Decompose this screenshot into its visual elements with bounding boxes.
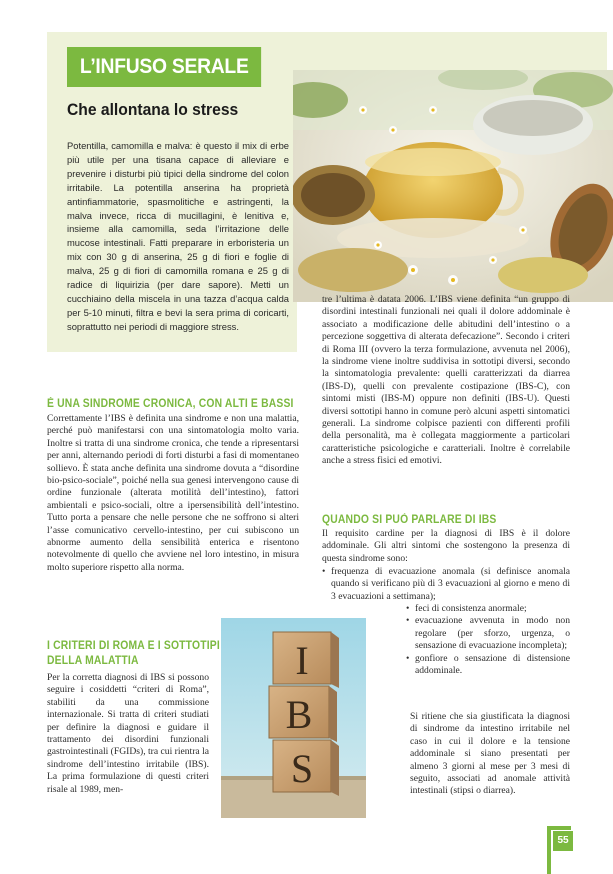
right-column-text: tre l’ultima è datata 2006. L’IBS viene definita “un gruppo di disordini intestinali funzionali nei quali il dolore addominale è associato a modificazione delle abitudini dell’intestino o a percezione soggettiva di alterata defecazione”. Secondo i criteri di Roma III (ovvero la terza formulazione, avvenuta nel 2006), la sindrome viene inoltre suddivisa in sottotipi diversi, secondo la sintomatologia prevalente: quelli caratterizzati da diarrea (IBS-D), quelli con prevalente costipazione (IBS-C), con sintomi misti (IBS-M) oppure non definiti (IBS-U). Questi diversi sottotipi hanno in comune però alcuni aspetti sintomatici generali. La sindrome colpisce pazienti con differenti profili della personalità, ma è collegata maggiormente a particolari caratteristiche psicologiche e caratteriali. Inoltre è correlabile anche a stress fisici ed emotivi.	[322, 294, 570, 467]
box-body-text: Potentilla, camomilla e malva: è questo il mix di erbe più utile per una tisana capace di alleviare e prevenire i disturbi più tipici della sindrome del colon irritabile. La potentilla anserina ha proprietà antinfiammatorie, spasmolitiche e astringenti, la malva invece, ricca di mucillagini, è lenitiva e, insieme alla camomilla, seda l’irritazione delle mucose intestinali. Fatti preparare in erboristeria un mix con 30 g di anserina, 25 g di fiori e foglie di malva, 25 g di fiori di camomilla romana e 25 g di radice di liquirizia (per dare sapore). Metti un cucchiaino della miscela in una tazza d’acqua calda per 5-10 minuti, filtra e bevi la sera prima di coricarti, soprattutto nei periodi di maggiore stress.	[67, 140, 289, 332]
symptom-list-item: • feci di consistenza anormale;	[406, 603, 570, 615]
symptom-list-item: • frequenza di evacuazione anomala (si definisce anomala quando si verificano più di 3 evacuazioni al giorno e meno di 3 evacuazioni a settimana);	[322, 566, 570, 603]
ibs-block-letter-i: I	[295, 638, 309, 683]
section-title-rome-criteria-line1: I CRITERI DI ROMA E I SOTTOTIPI	[47, 640, 220, 652]
symptom-list	[322, 566, 570, 603]
symptom-list-item: • evacuazione avvenuta in modo non regolare (per sforzo, urgenza, o sensazione di evacuazione incompleta);	[406, 615, 570, 652]
ibs-block-letter-s: S	[290, 746, 314, 791]
section-text-rome-criteria: Per la corretta diagnosi di IBS si possono seguire i cosiddetti “criteri di Roma”, stabiliti da una commissione internazionale. Si tratta di criteri studiati per definire la diagnosi e guidare il trattamento dei disordini funzionali gastrointestinali (FGIDs), tra cui rientra la sindrome dell’intestino irritabile (IBS). La prima formulazione di questi criteri risale al 1989, men-	[47, 672, 209, 795]
ibs-blocks-photo	[221, 618, 366, 818]
section-text-when-ibs-closing: Si ritiene che sia giustificata la diagnosi di sindrome da intestino irritabile nel caso in cui il dolore e la tensione addominale si siano presentati per almeno 3 giorni al mese per 3 mesi di seguito, associati ad anomale attività intestinali (stipsi o diarrea).	[410, 711, 570, 797]
section-title-when-ibs: QUANDO SI PUÒ PARLARE DI IBS	[322, 514, 497, 526]
ibs-block-letter-b: B	[285, 692, 313, 737]
box-heading: L’INFUSO SERALE	[67, 47, 261, 87]
section-title-rome-criteria-line2: DELLA MALATTIA	[47, 655, 139, 667]
section-text-when-ibs-intro: Il requisito cardine per la diagnosi di IBS è il dolore addominale. Gli altri sintomi che sostengono la presenza di questa sindrome sono:	[322, 528, 570, 564]
section-text-chronic: Correttamente l’IBS è definita una sindrome e non una malattia, perché può manifestarsi con una sintomatologia molto varia. Inoltre si tratta di una sindrome cronica, che tende a ripresentarsi per anni, alternando periodi di forti disturbi a fasi di momentaneo sollievo. È stata anche definita una sindrome dovuta a “disordine bio-psico-sociale”, poiché nella sua genesi intervengono cause di ordine funzionale (alterata motilità dell’intestino), fattori ambientali e psico-sociali, oltre a ipersensibilità dell’intestino. Tutto porta a pensare che nelle persone che ne soffrono si alteri l’asse comunicativo cervello-intestino, per cui subiscono un abnorme aumento della sensibilità enterica e risentono notevolmente di quello che avviene nel loro intestino, in misura molto superiore rispetto alla norma.	[47, 413, 299, 573]
section-title-chronic: È UNA SINDROME CRONICA, CON ALTI E BASSI	[47, 398, 294, 410]
symptom-list-continued	[406, 603, 570, 677]
page-number: 55	[553, 831, 573, 851]
symptom-list-item: • gonfiore o sensazione di distensione addominale.	[406, 653, 570, 678]
box-subtitle: Che allontana lo stress	[67, 100, 239, 119]
herbal-tea-photo	[293, 70, 613, 302]
